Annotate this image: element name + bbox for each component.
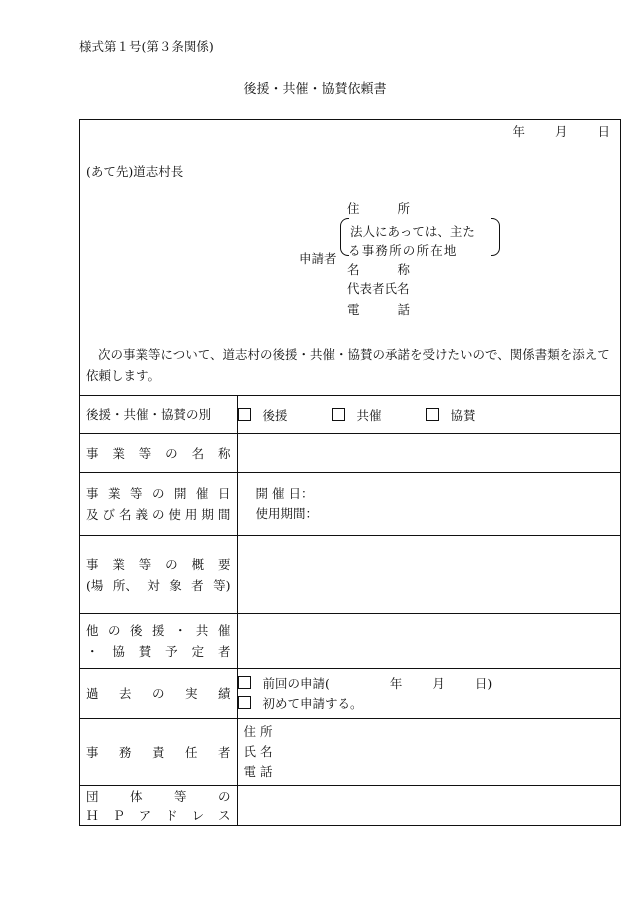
label-period: 事 業 等 の 開 催 日 及 び 名 義 の 使 用 期 間 — [80, 473, 237, 536]
label-history: 過 去 の 実 績 — [80, 669, 237, 719]
contact-address-label: 住 所 — [243, 724, 273, 739]
contact-phone-label: 電 話 — [243, 764, 273, 779]
history-options — [237, 669, 620, 719]
row-summary — [80, 536, 620, 614]
note-line1: 法人にあっては、主た — [350, 224, 475, 239]
usage-period-label: 使用期間： — [255, 506, 319, 521]
option-first-time[interactable]: 初めて申請する。 — [238, 694, 621, 714]
row-others — [80, 614, 620, 669]
request-statement: 次の事業等について、道志村の後援・共催・協賛の承諾を受けたいので、関係書類を添えて依頼します。 — [86, 347, 610, 383]
option-sponsor[interactable]: 協賛 — [426, 406, 476, 424]
checkbox-icon[interactable] — [238, 676, 251, 689]
checkbox-icon[interactable] — [426, 408, 439, 421]
label-type: 後援・共催・協賛の別 — [80, 396, 237, 434]
event-name-value[interactable] — [237, 434, 620, 473]
period-values[interactable] — [237, 473, 620, 536]
row-event-name — [80, 434, 620, 473]
corporate-address-note — [340, 218, 500, 256]
contact-name-label: 氏 名 — [243, 744, 273, 759]
right-bracket — [491, 218, 500, 256]
detail-table — [80, 395, 620, 826]
contact-values[interactable] — [237, 719, 620, 786]
label-summary: 事 業 等 の 概 要 (場 所、 対 象 者 等) — [80, 536, 237, 614]
checkbox-icon[interactable] — [332, 408, 345, 421]
row-history — [80, 669, 620, 719]
option-support[interactable]: 後援 — [238, 406, 288, 424]
label-homepage: 団 体 等 の Ｈ Ｐ ア ド レ ス — [80, 786, 237, 826]
header-section — [80, 120, 620, 395]
others-value[interactable] — [237, 614, 620, 669]
month-label: 月 — [554, 124, 568, 139]
row-type — [80, 396, 620, 434]
address-label: 住 所 — [347, 201, 411, 216]
form-number: 様式第１号(第３条関係) — [79, 39, 214, 54]
document-title: 後援・共催・協賛依頼書 — [243, 82, 387, 97]
application-form — [79, 119, 621, 826]
label-event-name: 事 業 等 の 名 称 — [80, 434, 237, 473]
row-period — [80, 473, 620, 536]
note-line2: る事務所の所在地 — [348, 243, 458, 258]
year-label: 年 — [512, 124, 525, 139]
option-previous[interactable]: 前回の申請( 年 月 日) — [238, 674, 621, 694]
event-date-label: 開 催 日： — [255, 486, 314, 501]
day-label: 日 — [597, 124, 610, 139]
phone-label: 電 話 — [347, 302, 411, 317]
type-options — [237, 396, 620, 434]
label-contact: 事 務 責 任 者 — [80, 719, 237, 786]
representative-label: 代表者氏名 — [347, 281, 410, 296]
name-label: 名 称 — [347, 262, 411, 277]
summary-value[interactable] — [237, 536, 620, 614]
addressee: (あて先)道志村長 — [86, 164, 184, 179]
homepage-value[interactable] — [237, 786, 620, 826]
label-others: 他 の 後 援 ・ 共 催 ・ 協 賛 予 定 者 — [80, 614, 237, 669]
checkbox-icon[interactable] — [238, 408, 251, 421]
row-contact — [80, 719, 620, 786]
option-cohost[interactable]: 共催 — [332, 406, 382, 424]
applicant-label: 申請者 — [299, 251, 337, 266]
date-line — [512, 126, 610, 139]
row-homepage — [80, 786, 620, 826]
checkbox-icon[interactable] — [238, 696, 251, 709]
